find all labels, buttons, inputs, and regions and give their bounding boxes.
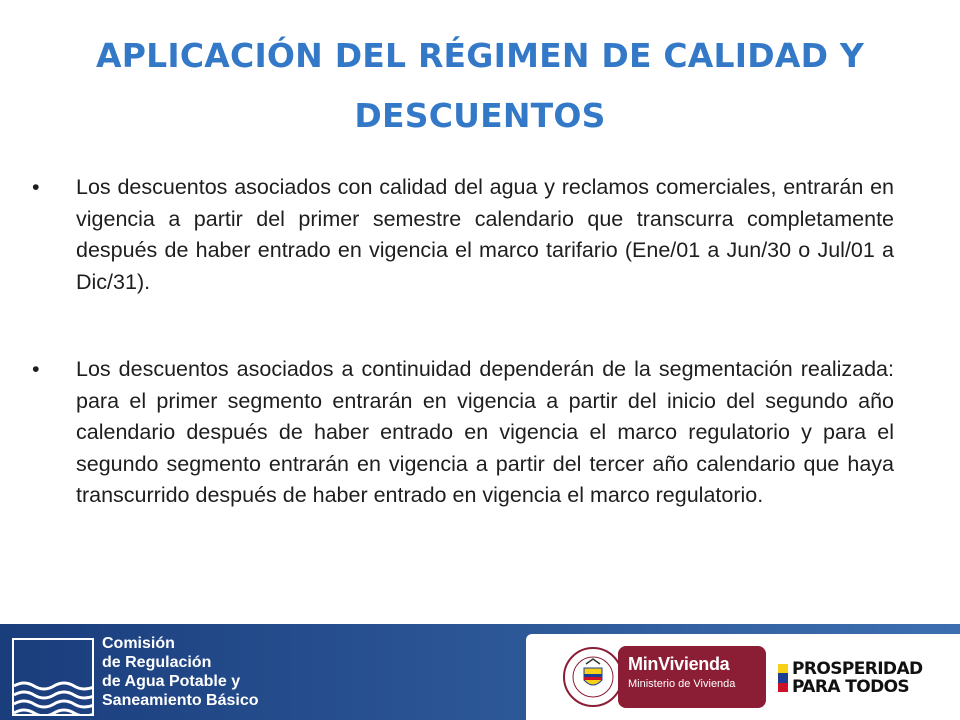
bullet-dot: • <box>32 175 40 199</box>
colombia-seal-icon <box>562 646 624 708</box>
crag-water-logo-icon <box>12 638 94 716</box>
crag-line: Comisión <box>102 635 175 652</box>
bullet-item <box>32 172 894 298</box>
bullet-item <box>32 354 894 512</box>
partner-logos <box>526 634 960 720</box>
minvivienda-subtitle: Ministerio de Vivienda <box>628 678 736 690</box>
prosperidad-logo <box>792 660 923 696</box>
bullet-text: Los descuentos asociados con calidad del agua y reclamos comerciales, entrarán en vigencia a partir del primer semestre calendario que transcurra completamente después de haber entrado en vigencia el marco tarifario (Ene/01 a Jun/30 o Jul/01 a Dic/31). <box>76 175 894 294</box>
crag-line: Saneamiento Básico <box>102 692 259 709</box>
slide-title-line-2: DESCUENTOS <box>354 96 606 135</box>
bullet-dot: • <box>32 357 40 381</box>
crag-line: de Regulación <box>102 654 212 671</box>
footer-bar <box>0 624 960 720</box>
crag-line: de Agua Potable y <box>102 673 241 690</box>
prosperidad-line-1: PROSPERIDAD <box>792 659 923 679</box>
bullet-text: Los descuentos asociados a continuidad dependerán de la segmentación realizada: para el primer segmento entrarán en vigencia a partir del inicio del segundo año calendario después de haber entrado en vigencia el marco regulatorio y para el segundo segmento entrarán en vigencia a partir del tercer año calendario que haya transcurrido después de haber entrado en vigencia el marco regulatorio. <box>76 357 894 507</box>
crag-name <box>102 634 259 710</box>
minvivienda-title: MinVivienda <box>628 654 730 674</box>
slide-title-line-1: APLICACIÓN DEL RÉGIMEN DE CALIDAD Y <box>96 36 864 75</box>
slide-title <box>40 26 920 146</box>
minvivienda-logo <box>618 646 766 708</box>
bullet-list <box>32 172 894 512</box>
colombia-flag-icon <box>778 664 788 692</box>
prosperidad-line-2: PARA TODOS <box>792 677 910 697</box>
